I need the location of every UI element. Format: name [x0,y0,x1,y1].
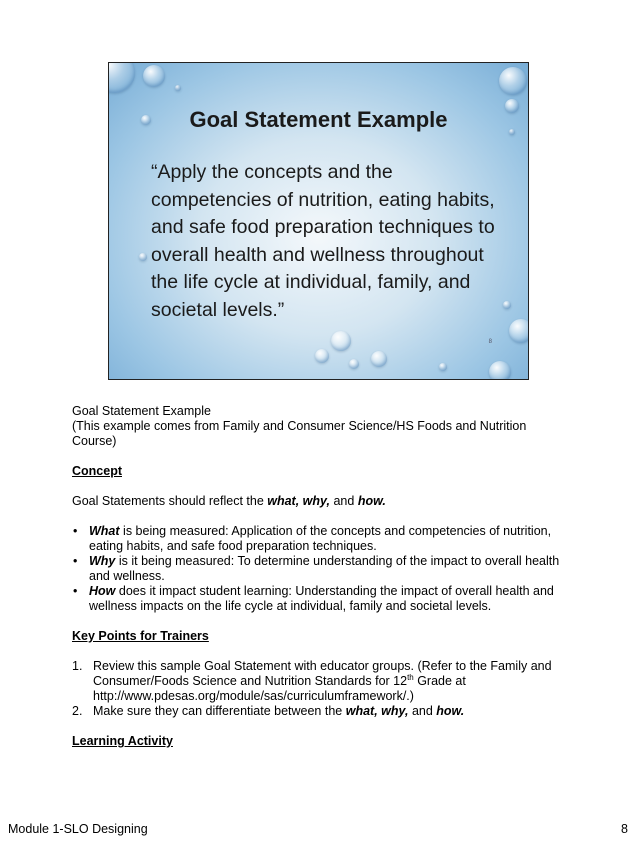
bullet-text: is being measured: Application of the concepts and competencies of nutrition, eating habits, and safe food preparation techniques. [89,524,552,553]
water-drop-decoration [499,67,527,95]
notes-heading: Goal Statement Example [72,404,211,418]
water-drop-decoration [509,319,529,343]
page-number: 8 [621,822,628,836]
point-text: Make sure they can differentiate between the [93,704,346,718]
key-points-list [72,659,572,719]
water-drop-decoration [315,349,329,363]
water-drop-decoration [108,62,135,93]
water-drop-decoration [371,351,387,367]
water-drop-decoration [439,363,447,371]
water-drop-decoration [489,361,511,380]
list-item [72,704,572,719]
concept-intro [72,494,572,509]
slide-title: Goal Statement Example [189,107,448,132]
concept-intro-emphasis: what, why, [267,494,330,508]
point-text: Review this sample Goal Statement with educator groups. (Refer to the Family and Consumer/Foods Science and Nutrition Standards for 12 [93,659,552,688]
concept-bullet-list [72,524,572,614]
learning-activity-heading: Learning Activity [72,734,173,748]
water-drop-decoration [331,331,351,351]
concept-heading: Concept [72,464,122,478]
list-item [72,524,572,554]
concept-intro-how: how. [357,494,386,508]
notes-source: (This example comes from Family and Consumer Science/HS Foods and Nutrition Course) [72,419,527,448]
point-number: 1. [72,659,83,673]
footer-module-label: Module 1-SLO Designing [8,822,148,836]
bullet-text: does it impact student learning: Understanding the impact of overall health and wellness impacts on the life cycle at individual, family and societal levels. [89,584,554,613]
slide-image [108,62,529,380]
point-how: how. [436,704,465,718]
point-number: 2. [72,704,83,718]
concept-intro-and: and [330,494,358,508]
list-item [72,584,572,614]
concept-intro-text: Goal Statements should reflect the [72,494,268,508]
point-and: and [408,704,437,718]
water-drop-decoration [143,65,165,87]
bullet-term: How [89,584,116,598]
slide-number: 8 [488,339,492,345]
point-text-end: Grade at http://www.pdesas.org/module/sas/curriculumframework/.) [93,674,466,703]
water-drop-decoration [349,359,359,369]
bullet-term: What [89,524,120,538]
water-drop-decoration [175,85,181,91]
point-emphasis: what, why, [345,704,409,718]
bullet-text: is it being measured: To determine understanding of the impact to overall health and wellness. [89,554,560,583]
speaker-notes [72,404,572,749]
list-item [72,554,572,584]
list-item [72,659,572,704]
point-superscript: th [407,672,414,682]
key-points-heading: Key Points for Trainers [72,629,209,643]
bullet-term: Why [89,554,116,568]
water-drop-decoration [139,253,147,261]
slide-quote: “Apply the concepts and the competencies of nutrition, eating habits, and safe food preparation techniques to overall health and wellness throughout the life cycle at individual, family, and societal levels.” [151,161,495,321]
